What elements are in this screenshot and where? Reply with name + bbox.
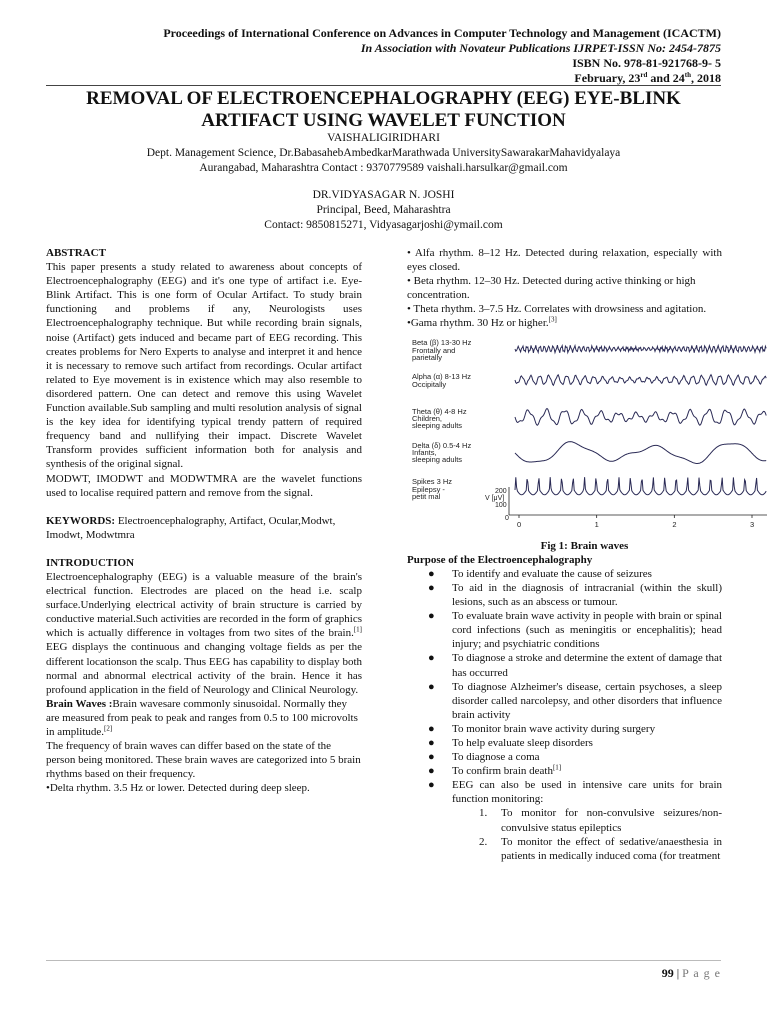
abstract-text: This paper presents a study related to awareness about concepts of Electroencephalography (EEG) and it's one type of artifact i.e. Eye-Blink Artifact. This is one form of Ocular Artifact. To study brain functioning and problems if any, Neurologists uses Electroencephalography technique. But while recording brain signals, noise (Artifact) gets induced and became part of EEG recording. This creates problems for Nero Experts to analyse and interpret it and hence it is necessary to remove such artifact from recordings. Ocular artifact related to Eye movement is in existence which may also resemble to disordered pattern. One can detect and remove this using Wavelet Function available.Sub sampling and multi resolution analysis of signal is the key idea for identifying typical trendy pattern of required frequency band and nullifying their impact. Discrete Wavelet Transform provides sufficient information both for analysis and synthesis of the original signal. xyxy=(46,261,362,471)
author-name: DR.VIDYASAGAR N. JOSHI xyxy=(312,189,455,201)
list-item: ● To confirm brain death[1] xyxy=(428,763,562,778)
author-name: VAISHALIGIRIDHARI xyxy=(327,132,440,144)
icu-sublist xyxy=(407,806,722,862)
author-address: Aurangabad, Maharashtra Contact : 9370779589 vaishali.harsulkar@gmail.com xyxy=(199,162,568,174)
scale-unit: V [μV] xyxy=(485,494,505,502)
axis-tick-label: 3 xyxy=(750,519,755,529)
alpha-wave xyxy=(515,374,766,385)
axis-tick-label: 1 xyxy=(594,519,599,529)
brain-waves-figure xyxy=(407,335,767,535)
theta-sub-label: Children, xyxy=(412,413,443,423)
author-block-2 xyxy=(46,188,721,233)
alpha-label: Alpha (α) 8-13 Hz xyxy=(412,371,471,381)
beta-wave xyxy=(515,345,766,353)
conference-name: Proceedings of International Conference on Advances in Computer Technology and Management (ICACTM) xyxy=(163,26,721,40)
axis-tick-label: 0 xyxy=(517,519,522,529)
beta-sub-label: Frontally and xyxy=(412,345,456,355)
list-item: ● To diagnose Alzheimer's disease, certain psychoses, a sleep disorder called narcolepsy, and other disorders that influence brain activity xyxy=(428,680,722,721)
purpose-list xyxy=(407,567,722,807)
author-role: Principal, Beed, Maharashtra xyxy=(316,204,451,216)
beta-sub-label-2: parietally xyxy=(412,352,443,362)
theta-wave xyxy=(515,408,766,425)
delta-label: Delta (δ) 0.5-4 Hz xyxy=(412,440,472,450)
beta-label: Beta (β) 13-30 Hz xyxy=(412,337,472,347)
theta-sub-label-2: sleeping adults xyxy=(412,420,463,430)
author-block-1 xyxy=(46,131,721,176)
footer-divider xyxy=(46,960,721,961)
author-contact: Contact: 9850815271, Vidyasagarjoshi@ymail.com xyxy=(264,219,503,231)
list-item: ● To aid in the diagnosis of intracranial (within the skull) lesions, such as an abscess or tumour. xyxy=(428,581,722,609)
right-column xyxy=(407,246,755,863)
purpose-heading: Purpose of the Electroencephalography xyxy=(407,553,593,566)
spikes-sub-label-2: petit mal xyxy=(412,491,441,501)
left-column xyxy=(46,246,362,795)
spikes-wave xyxy=(515,477,766,495)
alpha-sub-label: Occipitally xyxy=(412,379,447,389)
conference-date: February, 23rd and 24th, 2018 xyxy=(574,71,721,85)
isbn-line: ISBN No. 978-81-921768-9- 5 xyxy=(572,56,721,70)
alfa-rhythm: • Alfa rhythm. 8–12 Hz. Detected during relaxation, especially with eyes closed. xyxy=(407,247,722,274)
sub-list-item: 2. To monitor the effect of sedative/anaesthesia in patients in medically induced coma (for treatment xyxy=(479,835,722,862)
scale-zero: 0 xyxy=(505,514,509,522)
author-dept: Dept. Management Science, Dr.BabasahebAmbedkarMarathwada UniversitySawarakarMahavidyalaya xyxy=(146,147,621,159)
paper-title: REMOVAL OF ELECTROENCEPHALOGRAPHY (EEG) EYE-BLINK ARTIFACT USING WAVELET FUNCTION xyxy=(86,88,681,131)
gama-rhythm: •Gama rhythm. 30 Hz or higher.[3] xyxy=(407,315,557,330)
beta-rhythm: • Beta rhythm. 12–30 Hz. Detected during active thinking or high concentration. xyxy=(407,275,696,302)
list-item: ● To diagnose a coma xyxy=(428,751,540,764)
delta-rhythm: •Delta rhythm. 3.5 Hz or lower. Detected during deep sleep. xyxy=(46,782,310,795)
sub-list-item: 1. To monitor for non-convulsive seizures/non-convulsive status epileptics xyxy=(479,807,722,834)
keywords: KEYWORDS: Electroencephalography, Artifact, Ocular,Modwt, Imodwt, Modwtmra xyxy=(46,514,336,541)
delta-sub-label: Infants, xyxy=(412,447,437,457)
list-item: ● To diagnose a stroke and determine the extent of damage that has occurred xyxy=(428,652,722,679)
theta-label: Theta (θ) 4-8 Hz xyxy=(412,406,467,416)
delta-sub-label-2: sleeping adults xyxy=(412,454,463,464)
abstract-heading: ABSTRACT xyxy=(46,247,106,259)
page-number: 99 | P a g e xyxy=(661,966,721,980)
brain-waves-paragraph: Brain Waves :Brain wavesare commonly sinusoidal. Normally they are measured from peak to peak and ranges from 0.5 to 100 microvolts in amplitude.[2] xyxy=(46,697,358,738)
figure-caption: Fig 1: Brain waves xyxy=(540,539,629,552)
running-header xyxy=(163,26,721,86)
publication-line: In Association with Novateur Publications IJRPET-ISSN No: 2454-7875 xyxy=(360,41,721,55)
axis-tick-label: 2 xyxy=(672,519,677,529)
frequency-paragraph: The frequency of brain waves can differ based on the state of the person being monitored. These brain waves are categorized into 5 brain rhythms based on their frequency. xyxy=(46,740,361,781)
intro-heading: INTRODUCTION xyxy=(46,556,135,569)
list-item: ● To identify and evaluate the cause of seizures xyxy=(428,567,652,580)
axis-ticks xyxy=(517,515,754,529)
spikes-sub-label: Epilepsy - xyxy=(412,484,445,494)
list-item: ● To monitor brain wave activity during surgery xyxy=(428,722,656,735)
scale-mid: 100 xyxy=(495,501,507,509)
intro-paragraph: Electroencephalography (EEG) is a valuable measure of the brain's electrical function. Electrodes are placed on the head i.e. scalp surface.Underlying electrical activity of brain structure is carried by conductive material.Such activities are recorded in the form of graphics which is actually difference in voltages from two sites of the brain.[1] EEG displays the continuous and changing voltage fields as per the different locationson the scalp. Thus EEG has capability to display both normal and abnormal electrical activity of the brain. Hence it has profound application in the field of Neurology and Clinical Neurology. xyxy=(46,570,362,696)
delta-wave xyxy=(515,441,766,463)
list-item: ● EEG can also be used in intensive care units for brain function monitoring: xyxy=(428,779,722,806)
spikes-label: Spikes 3 Hz xyxy=(412,476,453,486)
wave-traces xyxy=(515,345,766,495)
theta-rhythm: • Theta rhythm. 3–7.5 Hz. Correlates with drowsiness and agitation. xyxy=(407,303,707,316)
header-divider xyxy=(46,85,721,86)
list-item: ● To evaluate brain wave activity in people with brain or spinal cord infections (such as meningitis or encephalitis); head injury; and psychiatric conditions xyxy=(428,610,722,651)
scale-top: 200 xyxy=(495,487,507,495)
list-item: ● To help evaluate sleep disorders xyxy=(428,736,593,749)
abstract-text-2: MODWT, IMODWT and MODWTMRA are the wavelet functions used to localise required pattern and remove from the signal. xyxy=(46,472,362,499)
